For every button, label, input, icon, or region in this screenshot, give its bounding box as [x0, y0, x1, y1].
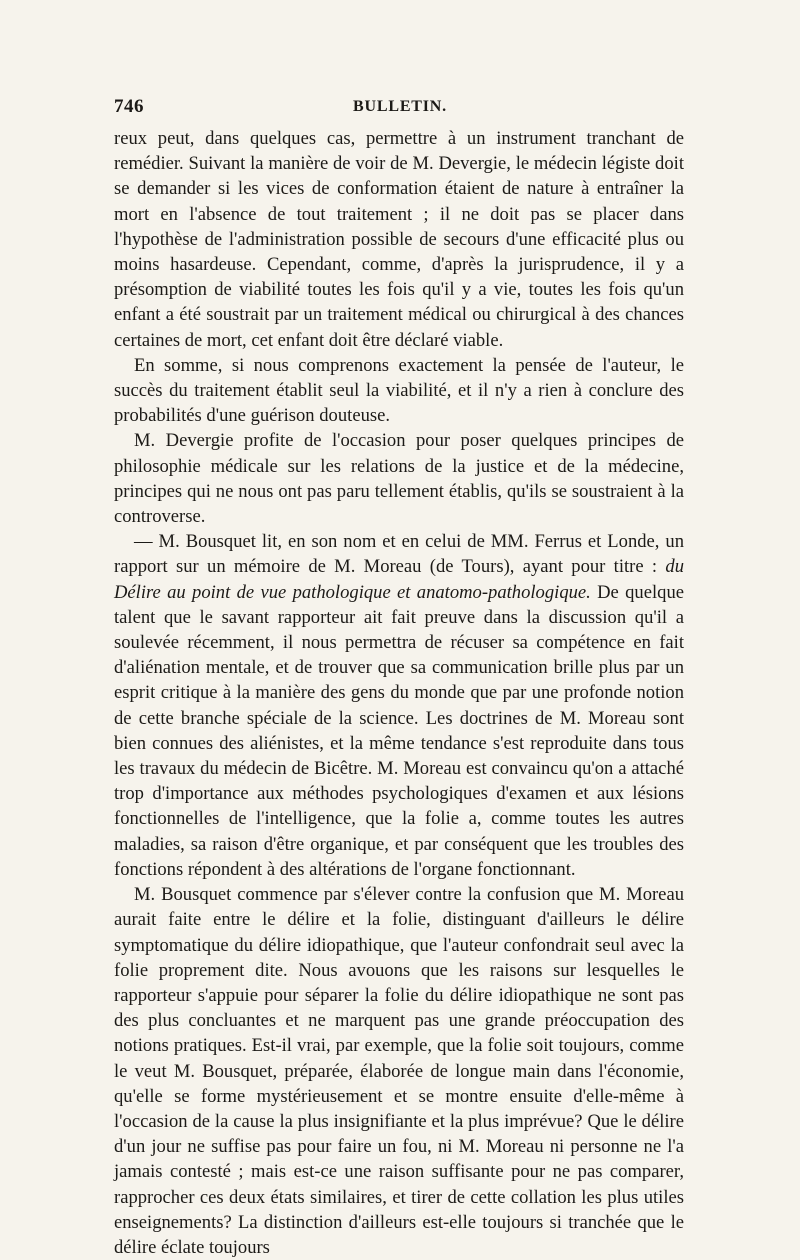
paragraph-viability-continued: reux peut, dans quelques cas, permettre à un instrument tranchant de remédier. Suivant la manière de voir de M. Devergie, le médecin légiste doit se demander si les vices de conformation étaient de nature à entraîner la mort en l'absence de tout traitement ; il ne doit pas se placer dans l'hypothèse de l'administration possible de secours d'une efficacité plus ou moins hasardeuse. Cependant, comme, d'après la jurisprudence, il y a présomption de viabilité toutes les fois qu'il y a vie, toutes les fois qu'un enfant a été soustrait par un traitement médical ou chirurgical à des chances certaines de mort, cet enfant doit être déclaré viable. — [114, 128, 684, 351]
page-number: 746 — [114, 96, 144, 117]
running-title: BULLETIN. — [353, 98, 447, 115]
report-intro: — M. Bousquet lit, en son nom et en celui de MM. Ferrus et Londe, un rapport sur un mémoire de M. Moreau (de Tours), ayant pour titre : — [114, 531, 684, 578]
memoir-title: du Délire au point de vue pathologique et anatomo-pathologique. — [114, 556, 684, 603]
paragraph-summary: En somme, si nous comprenons exactement la pensée de l'auteur, le succès du traitement établit seul la viabilité, et il n'y a rien à conclure des probabilités d'une guérison douteuse. — [114, 354, 684, 427]
body-text — [114, 126, 684, 1260]
report-discussion: De quelque talent que le savant rapporteur ait fait preuve dans la discussion qu'il a soulevée récemment, il nous permettra de récuser sa compétence en fait d'aliénation mentale, et de trouver que sa communication brille plus par un esprit critique à la manière des gens du monde que par une profonde notion de cette branche spéciale de la science. Les doctrines de M. Moreau sont bien connues des aliénistes, et la même tendance s'est reproduite dans tous les travaux du médecin de Bicêtre. M. Moreau est convaincu qu'on a attaché trop d'importance aux méthodes psychologiques d'examen et aux lésions fonctionnelles de l'intelligence, que la folie a, comme toutes les autres maladies, sa raison d'être organique, et par conséquent que les troubles des fonctions répondent à des altérations de l'organe fonctionnant. — [114, 581, 684, 880]
running-head — [114, 96, 686, 120]
paragraph-devergie-principles: M. Devergie profite de l'occasion pour poser quelques principes de philosophie médicale sur les relations de la justice et de la médecine, principes qui ne nous ont pas paru tellement établis, qu'ils se soustraient à la controverse. — [114, 430, 684, 528]
paragraph-delire-folie: M. Bousquet commence par s'élever contre la confusion que M. Moreau aurait faite entre le délire et la folie, distinguant d'ailleurs le délire symptomatique du délire idiopathique, que l'auteur confondrait seul avec la folie proprement dite. Nous avouons que les raisons sur lesquelles le rapporteur s'appuie pour séparer la folie du délire idiopathique ne sont pas des plus concluantes et ne marquent pas une grande préoccupation des notions pratiques. Est-il vrai, par exemple, que la folie soit toujours, comme le veut M. Bousquet, préparée, élaborée de longue main dans l'économie, qu'elle se forme mystérieusement et se montre ensuite d'elle-même à l'occasion de la cause la plus insignifiante et la plus imprévue? Que le délire d'un jour ne suffise pas pour faire un fou, ni M. Moreau ni personne ne l'a jamais contesté ; mais est-ce une raison suffisante pour ne pas comparer, rapprocher ces deux états similaires, et tirer de cette collation les plus utiles enseignements? La distinction d'ailleurs est-elle toujours si tranchée que le délire éclate toujours — [114, 884, 684, 1258]
paragraph-bousquet-report — [114, 529, 684, 882]
